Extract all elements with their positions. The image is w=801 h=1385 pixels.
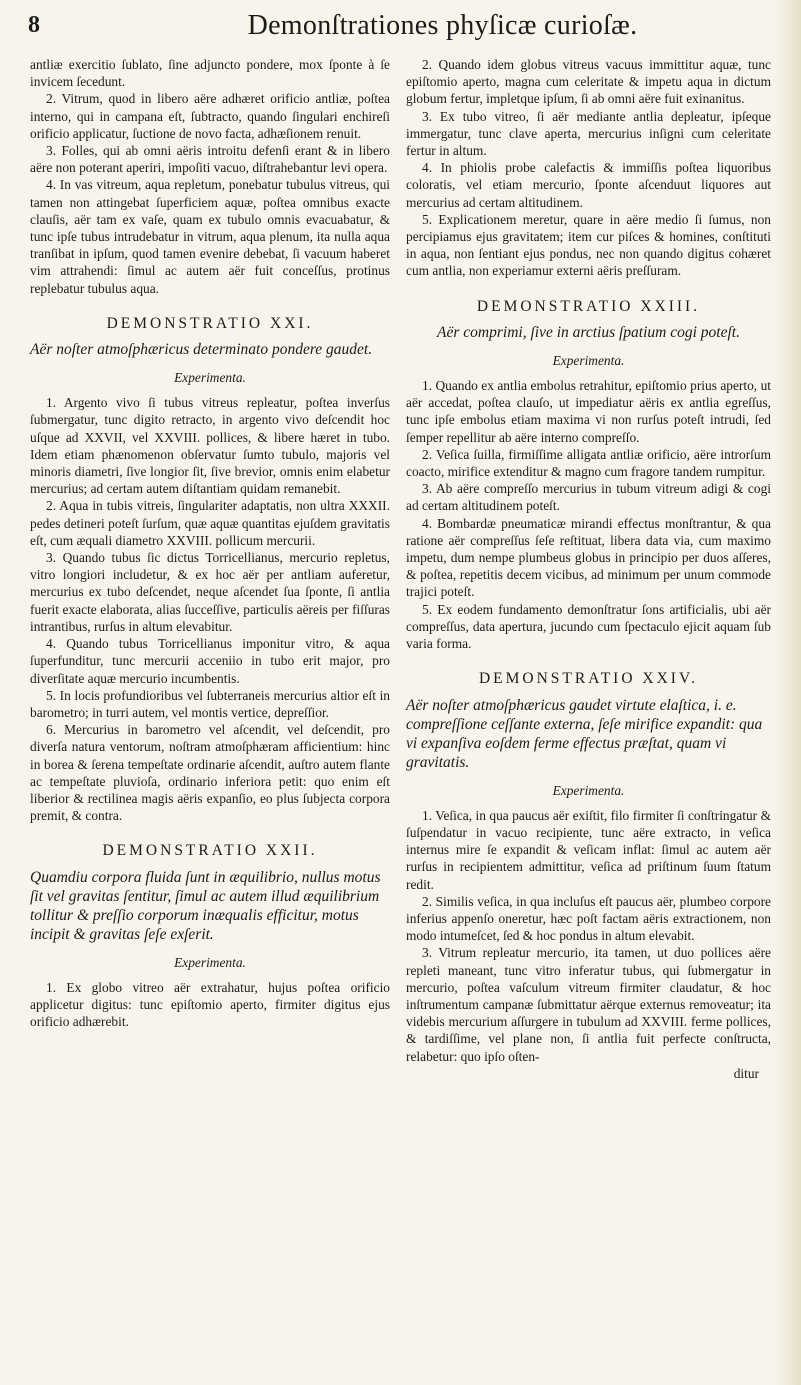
page-header (28, 10, 771, 50)
subheading: Experimenta. (174, 954, 246, 970)
paragraph: 6. Mercurius in barometro vel aſcendit, vel deſcendit, pro diverſa natura ventorum, noſtram atmoſphæram afficientium: hinc in borea & ſerena tempeſtate ordinarie aſcendit, auſtro autem flante ac tempeſtate pluvioſa, ordinario inferiora petit: quo enim eſt liberior & rectilinea magis aëris expanſio, eo plus ſubjecta corpora premit, & contra. (30, 722, 390, 824)
paragraph: 5. In locis profundioribus vel ſubterraneis mercurius altior eſt in barometro; in turri autem, vel montis vertice, depreſſior. (30, 687, 390, 720)
paragraph: 2. Quando idem globus vitreus vacuus immittitur aquæ, tunc epiſtomio aperto, magna cum celeritate & impetu aqua in dictum globum fertur, impletque ipſum, ſi ab omni aëre fuit exinanitus. (406, 57, 771, 107)
paragraph: 4. In vas vitreum, aqua repletum, ponebatur tubulus vitreus, qui tamen non attingebat ſuperficiem aquæ, poſtea omnibus exacte clauſis, aër tam ex vaſe, quam ex tubulo omnis evacuabatur, & tunc ipſe tubus intrudebatur in vitrum, aqua plenum, ita nulla aqua tranſibat in ipſum, quod tamen evenire debebat, ſi vacuum haberet vim attrahendi: ſimul ac autem aër fuit conceſſus, protinus replebatur tubulus aqua. (30, 177, 390, 296)
section-heading: DEMONSTRATIO XXIII. (476, 297, 701, 315)
paragraph: 3. Quando tubus ſic dictus Torricellianus, mercurio repletus, vitro longiori includetur, & ex hoc aër per antliam auferetur, mercurius ex tubo deſcendet, neque aſcendet ſua ſponte, ſi antlia fuerit exacte elaborata, alias ſucceſſive, particulis aëreis per fiſſuras intrantibus, rurſus in altum elevabitur. (30, 550, 390, 634)
proposition: Aër comprimi, ſive in arctius ſpatium cogi poteſt. (437, 323, 740, 341)
paragraph: antliæ exercitio ſublato, ſine adjunctо pondere, mox ſponte à ſe invicem ſecedunt. (30, 57, 390, 90)
paragraph: 5. Ex eodem fundamento demonſtratur ſons artificialis, ubi aër compreſſus, data apertura, jucundo cum ſpectaculo ejicit aquam ſub varia forma. (406, 601, 771, 652)
paragraph: 2. Veſica ſuilla, firmiſſime alligata antliæ orificio, aëre introrſum coacto, mirifice extenditur & magno cum fragore tandem rumpitur. (406, 446, 771, 480)
catchword: ditur (733, 1065, 759, 1081)
section-heading: DEMONSTRATIO XXI. (106, 314, 314, 332)
subheading: Experimenta. (552, 782, 625, 798)
paragraph: 2. Vitrum, quod in libero aëre adhæret orificio antliæ, poſtea interno, qui in campana eſt, ſubtracto, quando ſingulari enchireſi orificio applicatur, ſuctione de novo facta, adhæſionem renuit. (30, 91, 390, 141)
paragraph: 1. Argento vivo ſi tubus vitreus repleatur, poſtea inverſus ſubmergatur, tunc digito retracto, in argento vivo deſcendit hoc uſque ad XXVII, vel XXVIII. pollices, & libere hæret in tubo. Idem etiam phænomenon obſervatur ſumto tubulo, majoris vel minoris diametri, ſive longior ſit, ſive brevior, omnis enim elabetur mercurius; ad certam autem diſtantiam quidam remanebit. (30, 395, 390, 497)
paragraph: 2. Similis veſica, in qua incluſus eſt paucus aër, plumbeo corpore inferius appenſo oneretur, hæc poſt factam aëris extractionem, non modo intumeſcet, ſed & hoc pondus in altum elevabit. (406, 893, 771, 944)
section-heading: DEMONSTRATIO XXII. (102, 842, 318, 860)
paragraph: 4. Quando tubus Torricellianus imponitur vitro, & aqua ſuperfunditur, tunc mercurii acceniio in tubo erit major, pro diverſitate aquæ mercurio incumbentis. (30, 636, 390, 686)
paragraph: 1. Ex globo vitreo aër extrahatur, hujus poſtea orificio applicetur digitus: tunc epiſtomio aperto, firmiter digitus ejus orificio adhærebit. (30, 979, 390, 1030)
proposition: Aër noſter atmoſphæricus determinato pondere gaudet. (30, 341, 373, 359)
paragraph: 3. Ab aëre compreſſo mercurius in tubum vitreum adigi & cogi ad certam altitudinem poteſt. (406, 481, 771, 514)
paragraph: 3. Folles, qui ab omni aëris introitu defenſi erant & in libero aëre non poterant aperiri, impoſiti vacuo, diſtrahebantur levi opera. (30, 143, 390, 176)
paragraph: 3. Ex tubo vitreo, ſi aër mediante antlia depleatur, ipſeque immergatur, tunc clave aperta, mercurius inſigni cum celeritate fertur in altum. (406, 108, 771, 159)
subheading: Experimenta. (174, 370, 246, 386)
left-column (30, 56, 390, 1030)
paragraph: 5. Explicationem meretur, quare in aëre medio ſi ſumus, non percipiamus ejus gravitatem; item cur piſces & homines, conſtituti in aqua, non ſentiant ejus pondus, nec non quando digitus cohæret cum antlia, non experiamur externi aëris preſſuram. (406, 211, 771, 279)
page-edge-shadow (775, 0, 801, 1385)
paragraph: 4. Bombardæ pneumaticæ mirandi effectus monſtrantur, & qua ratione aër compreſſus ſeſe reſtituat, libera data via, cum maximo impetu, dum nempe plumbeus globus in principio per duos aſſeres, & poſtea, repetitis decem vicibus, ad minimum per unum commode trajici poteſt. (406, 515, 771, 600)
proposition: Aër noſter atmoſphæricus gaudet virtute elaſtica, i. e. compreſſione ceſſante externa, ſeſe mirifice expandit: qua vi expanſiva eoſdem ferme effectus præſtat, quam vi gravitatis. (406, 696, 763, 771)
running-title: Demonſtrationes phyſicæ curioſæ. (247, 10, 638, 41)
paragraph: 1. Veſica, in qua paucus aër exiſtit, filo firmiter ſi conſtringatur & ſuſpendatur in vacuo recipiente, tunc aëre extracto, in veſica internus mire ſe expandit & veſicam inflat: ſimul ac autem aër rurſus in recipientem admittitur, veſica ad priſtinum ſuum ſtatum redit. (406, 807, 771, 892)
paragraph: 3. Vitrum repleatur mercurio, ita tamen, ut duo pollices aëre repleti maneant, tunc vitro inferatur tubus, qui ſubmergatur in mercurio, poſtea vaſculum vitreum firmiter claudatur, & hoc inſtrumentum campanæ ſubmittatur aërque externus removeatur; ita videbis mercurium aſſurgere in tubulum ad XXVIII. ferme pollices, & tardiſſime, vel plane non, ſi antlia fuit perfecte conſtructa, relabetur: quo ipſo oſten- (406, 945, 771, 1064)
proposition: Quamdiu corpora fluida ſunt in æquilibrio, nullus motus ſit vel gravitas ſentitur, ſimul ac autem illud æquilibrium tollitur & preſſio corporum inæqualis efficitur, motus incipit & gravitas ſeſe exſerit. (30, 868, 381, 943)
section-heading: DEMONSTRATIO XXIV. (478, 670, 699, 688)
right-column (406, 56, 771, 1082)
paragraph: 4. In phiolis probe calefactis & immiſſis poſtea liquoribus coloratis, vel etiam mercurio, ſponte aſcenduut liquores aut mercurius ad certam altitudinem. (406, 160, 771, 210)
page-number: 8 (28, 12, 40, 38)
paragraph: 2. Aqua in tubis vitreis, ſingulariter adaptatis, non ultra XXXII. pedes detineri poteſt ſurſum, quæ aquæ quantitas ejuſdem gravitatis eſt, cum æquali diametro XXVIII. pollicum mercurii. (30, 498, 390, 548)
subheading: Experimenta. (552, 352, 625, 368)
paragraph: 1. Quando ex antlia embolus retrahitur, epiſtomio prius aperto, ut aër accedat, poſtea clauſo, ut impediatur aëris ex antlia egreſſus, tunc ipſe embolus etiam maxima vi non rurſus poteſt intrudi, ſed ſemper repellitur ab aëre interno compreſſo. (406, 378, 771, 445)
